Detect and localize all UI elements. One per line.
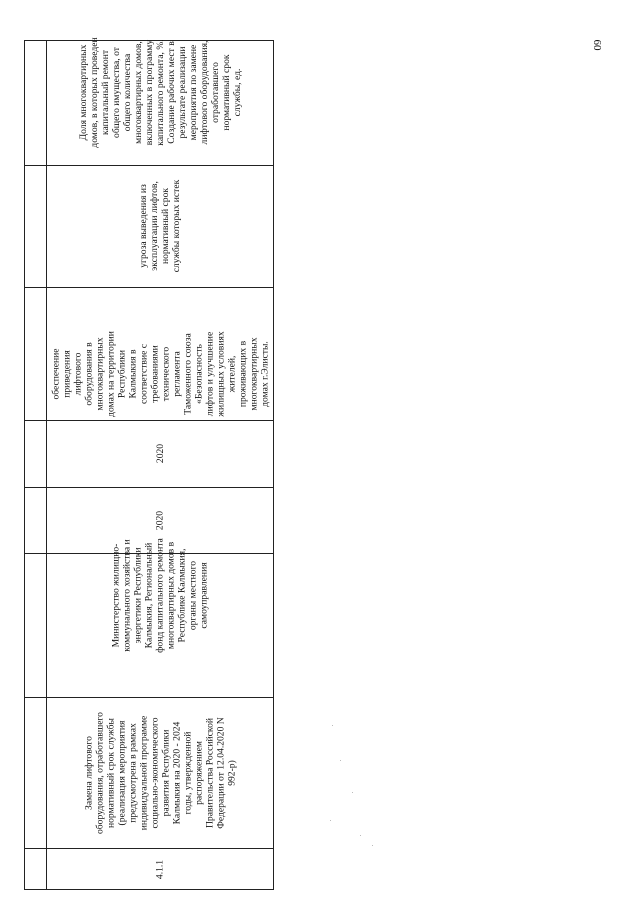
- cell-indicators: [46, 37, 274, 165]
- page-number: 60: [591, 39, 603, 51]
- cell-start-year-text: 2020: [154, 510, 166, 530]
- cell-executor: [46, 537, 274, 697]
- cell-result: [46, 287, 274, 420]
- cell-consequences-text: угроза выведения из эксплуатации лифтов, нормативный срок службы которых истек: [138, 179, 182, 273]
- cell-start-year: [46, 487, 274, 553]
- cell-consequences: [46, 165, 274, 287]
- cell-executor-text: Министерство жилищно- коммунального хозяйства и энергетики Республики Калмыкия, Региональный фонд капитального ремонта многоквартирных домов в Республике Калмыкия, органы местного самоуправления: [110, 537, 210, 653]
- cell-end-year-text: 2020: [154, 443, 166, 464]
- cell-number-text: 4.1.1: [154, 859, 166, 879]
- cell-result-text: обеспечение приведения лифтового оборудования в многоквартирных домах на территории Республики Калмыкия в соответствие с требованиями технического регламента Таможенного союза «Безопасность лифтов и улучшение жилищных условиях жителей, проживающих в многоквартирных домах г.Элисты.: [50, 330, 270, 417]
- cell-indicators-text: Доля многоквартирных домов, в которых проведен капитальный ремонт общего имущества, от общего количества многоквартирных домов, включенных в программу капитального ремонта, %. Создание рабочих мест в результате реализации мероприятия по замене лифтового оборудования, отработавшего нормативный срок службы, ед.: [77, 37, 243, 148]
- cell-activity-text: Замена лифтового оборудования, отработавшего нормативный срок службы (реализация мероприятия предусмотрена в рамках индивидуальной программе социально-экономического развития Республики Калмыкия на 2020 - 2024 годы, утвержденной распоряжением Правительства Российской Федерации от 12.04.2020 N 992-р): [83, 711, 237, 834]
- cell-activity: [46, 697, 274, 848]
- cell-number: [46, 848, 274, 890]
